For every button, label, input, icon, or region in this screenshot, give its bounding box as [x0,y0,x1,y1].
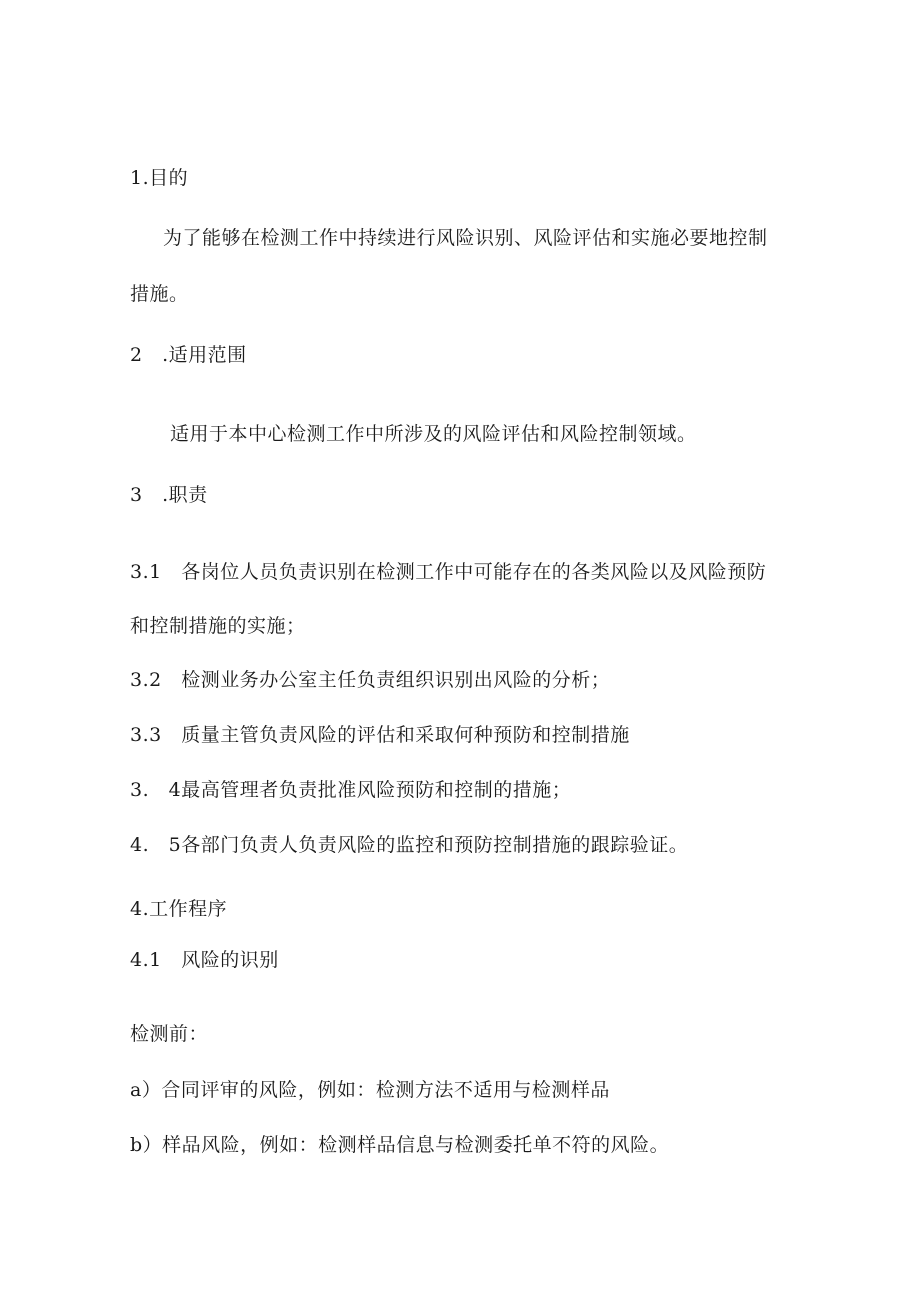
responsibility-item-3-1-line2: 和控制措施的实施； [130,615,306,637]
responsibility-item-3-1-line1: 3.1 各岗位人员负责识别在检测工作中可能存在的各类风险以及风险预防 [130,561,767,583]
section-heading-responsibilities: 3 .职责 [130,484,208,506]
purpose-paragraph-line1: 为了能够在检测工作中持续进行风险识别、风险评估和实施必要地控制 [163,227,768,249]
risk-item-b: b）样品风险，例如：检测样品信息与检测委托单不符的风险。 [130,1134,670,1156]
section-heading-purpose: 1.目的 [130,167,189,189]
responsibility-item-3-2: 3.2 检测业务办公室主任负责组织识别出风险的分析； [130,669,611,691]
risk-item-a: a）合同评审的风险，例如：检测方法不适用与检测样品 [130,1079,610,1101]
subsection-heading-risk-identification: 4.1 风险的识别 [130,949,279,971]
responsibility-item-3-4: 3. 4最高管理者负责批准风险预防和控制的措施； [130,779,572,801]
before-testing-label: 检测前： [130,1023,209,1045]
section-heading-procedure: 4.工作程序 [130,898,228,920]
scope-paragraph: 适用于本中心检测工作中所涉及的风险评估和风险控制领域。 [170,423,697,445]
responsibility-item-4-5: 4. 5各部门负责人负责风险的监控和预防控制措施的跟踪验证。 [130,834,689,856]
responsibility-item-3-3: 3.3 质量主管负责风险的评估和采取何种预防和控制措施 [130,724,630,746]
section-heading-scope: 2 .适用范围 [130,344,247,366]
purpose-paragraph-line2: 措施。 [130,283,189,305]
